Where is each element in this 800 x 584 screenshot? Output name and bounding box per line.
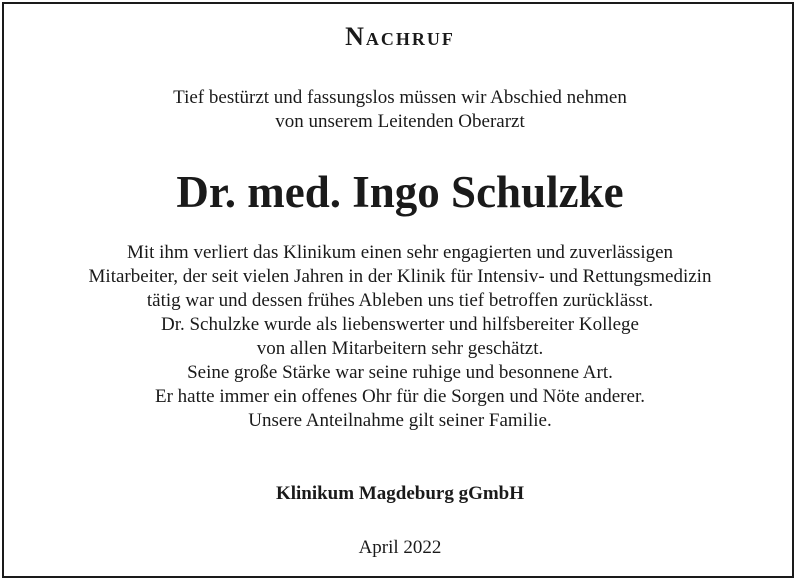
tribute-line: Mit ihm verliert das Klinikum einen sehr engagierten und zuverlässigen <box>126 242 674 263</box>
tribute-text <box>0 241 800 433</box>
tribute-line: von allen Mitarbeitern sehr geschätzt. <box>256 338 544 359</box>
notice-date: April 2022 <box>358 537 442 558</box>
tribute-line: Unsere Anteilnahme gilt seiner Familie. <box>248 410 552 431</box>
tribute-line: Mitarbeiter, der seit vielen Jahren in der Klinik für Intensiv- und Rettungsmedizin <box>88 266 712 287</box>
organization-signature: Klinikum Magdeburg gGmbH <box>275 483 525 504</box>
tribute-line: tätig war und dessen frühes Ableben uns tief betroffen zurücklässt. <box>146 290 654 311</box>
intro-line: von unserem Leitenden Oberarzt <box>275 111 525 132</box>
tribute-line: Er hatte immer ein offenes Ohr für die Sorgen und Nöte anderer. <box>155 386 645 407</box>
intro-text <box>0 86 800 134</box>
intro-line: Tief bestürzt und fassungslos müssen wir Abschied nehmen <box>173 87 627 108</box>
tribute-line: Dr. Schulzke wurde als liebenswerter und hilfsbereiter Kollege <box>160 314 639 335</box>
tribute-line: Seine große Stärke war seine ruhige und besonnene Art. <box>187 362 613 383</box>
deceased-name: Dr. med. Ingo Schulzke <box>176 167 624 217</box>
notice-heading: Nachruf <box>345 22 455 51</box>
